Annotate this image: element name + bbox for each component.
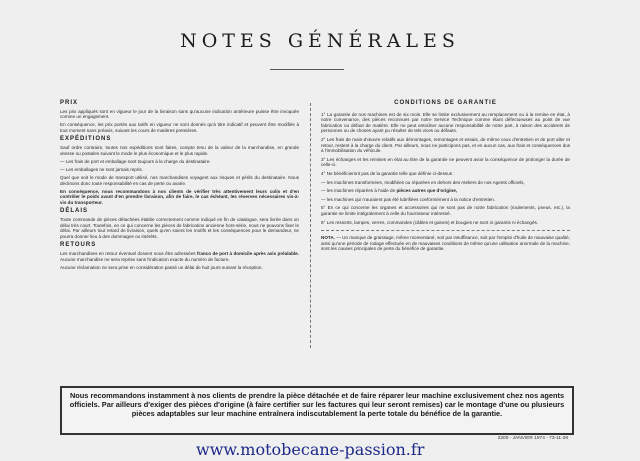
expeditions-paragraph-3: — Les emballages ne sont jamais repris. [60,166,143,172]
prix-paragraph-2: En conséquence, les prix portés aux tarifs en vigueur ne sont donnés qu'à titre indicatif et peuvent être modifiés à tout moment sans préavis, suivant les cours de matières premières. [60,122,299,133]
nota-paragraph [321,235,570,252]
title-underline [270,69,344,70]
retours-text-end: Aucune marchandise ne sera reprise sans l'indication exacte du numéro de facture. [60,256,230,262]
print-code: 2200 - JANVIER 1974 - 73-11-28 [497,436,568,441]
garantie-item-4b-bold: pièces autres que d'origine, [396,188,458,194]
expeditions-paragraph-1: Sauf ordre contraire, toutes nos expéditions sont faites, compte tenu de la valeur de la marchandise, en grande vitesse ou postales suivant le mode le plus économique et le plus rapide. [60,145,299,156]
nota-text: — Un manque de graissage, même momentané, soit par insuffisance, soit par l'emploi d'huile de mauvaise qualité, ainsi qu'une période de rodage effectuée en de mauvaises conditions de même qu'une utilisation anormale de la machine, sont les causes principales de perte du bénéfice de garantie. [321,235,570,252]
garantie-item-6: 6° Les ressorts, lampes, verres, commandes (câbles et gaines) et bougies ne sont ni garantis ni échangés. [321,219,539,225]
expeditions-paragraph-5: En conséquence, nous recommandons à nos clients de vérifier très attentivement leurs colis et d'en contrôler le poids avant d'en prendre livraison, afin de faire, le cas échéant, les réserves nécessaires vis-à-vis du transporteur. [60,188,299,205]
garantie-item-2: 2° Les frais de main-d'œuvre relatifs aux démontages, remontages et essais, de même ceux d'entretien et de port aller et retour, restent à la charge du client. Par ailleurs, nous ne participons pas, et en aucun cas, aux frais et conséquences dus à l'immobilisation du véhicule. [321,136,570,154]
garantie-item-5: 5° En ce qui concerne les organes et accessoires qui ne sont pas de notre fabrication (roulements, pneus, etc.), la garantie se limite intégralement à celle du fournisseur intéressé. [321,205,570,216]
expeditions-paragraph-2: — Les frais de port et emballage sont toujours à la charge du destinataire. [60,158,211,164]
left-column [60,101,299,274]
right-column [321,101,570,255]
section-retours [60,243,299,270]
garantie-item-3: 3° Les échanges et les remises en état au titre de la garantie ne peuvent avoir la conséquence de prolonger la durée de celle-ci. [321,156,570,168]
section-prix [60,101,299,133]
column-divider [310,103,311,348]
garantie-item-4b [321,188,570,194]
section-expeditions [60,137,299,205]
retours-heading: RETOURS [60,242,97,249]
expeditions-paragraph-4: Quel que soit le mode de transport utilisé, nos marchandises voyagent aux risques et périls du destinataire. Nous déclinons donc toute responsabilité en cas de perte ou avarie. [60,174,299,186]
garantie-item-4a: — les machines transformées, modifiées ou réparées en dehors des Ateliers de nos Agents officiels, [321,179,525,185]
garantie-item-4b-text: — les machines réparées à l'aide de [321,188,397,194]
delais-heading: DÉLAIS [60,208,89,215]
retours-bold-text: franco de port à domicile après avis préalable. [197,250,299,256]
expeditions-heading: EXPÉDITIONS [60,136,112,143]
page-title: NOTES GÉNÉRALES [180,30,460,52]
section-delais [60,209,299,239]
footer-notice-text: Nous recommandons instamment à nos clients de prendre la pièce détachée et de faire réparer leur machine exclusivement chez nos agents officiels. Par ailleurs d'exiger des pièces d'origine (à faire certifier sur les factures qui leur seront remises) car le montage d'une ou plusieurs pièces adaptables sur leur machine entraînera indiscutablement la perte totale du bénéfice de la garantie. [69,391,565,418]
garantie-item-4: 4° Ne bénéficieront pas de la garantie telle que définie ci-dessus : [321,170,455,176]
prix-heading: PRIX [60,100,79,106]
delais-paragraph-1: Toute commande de pièces détachées établie correctement comme indiqué en fin de catalogue, sera livrée dans un délai très court. Toutefois, en ce qui concerne les pièces de fabrication ancienne hors-série, nous ne pouvons fixer le délai. Par ailleurs tout retard de livraison, quels qu'en soient les motifs et les conséquences pour le demandeur, ne pourra donner lieu à des dommages ou intérêts. [60,217,299,239]
garantie-item-4c: — les machines qui n'auraient pas été lubrifiées conformément à la notice d'entretien. [321,196,496,202]
footer-notice-box [60,386,574,435]
nota-label: NOTA. [321,235,335,241]
retours-paragraph-1 [60,251,299,262]
retours-paragraph-2: Aucune réclamation ne sera prise en considération passé un délai de huit jours suivant la réception. [60,264,263,270]
garantie-heading: CONDITIONS DE GARANTIE [394,100,497,106]
website-watermark: www.motobecane-passion.fr [196,440,425,459]
garantie-item-1: 1° La garantie de nos machines est de six mois. Elle se limite exclusivement au remplacement ou à la remise en état, à notre convenance, des pièces reconnues par notre Service Technique comme étant défectueuses au point de vue fabrication ou défaut de matière. Elle ne peut entraîner aucune responsabilité de notre part, à raison des accidents de personnes ou de choses ayant pu résulter de tels vices ou défauts. [321,111,570,134]
nota-divider [321,230,570,231]
retours-text: Les marchandises en retour éventuel doivent nous être adressées [60,250,197,256]
prix-paragraph-1: Les prix appliqués sont en vigueur le jour de la livraison sans qu'aucune indication antérieure puisse être invoquée comme un engagement. [60,108,299,120]
